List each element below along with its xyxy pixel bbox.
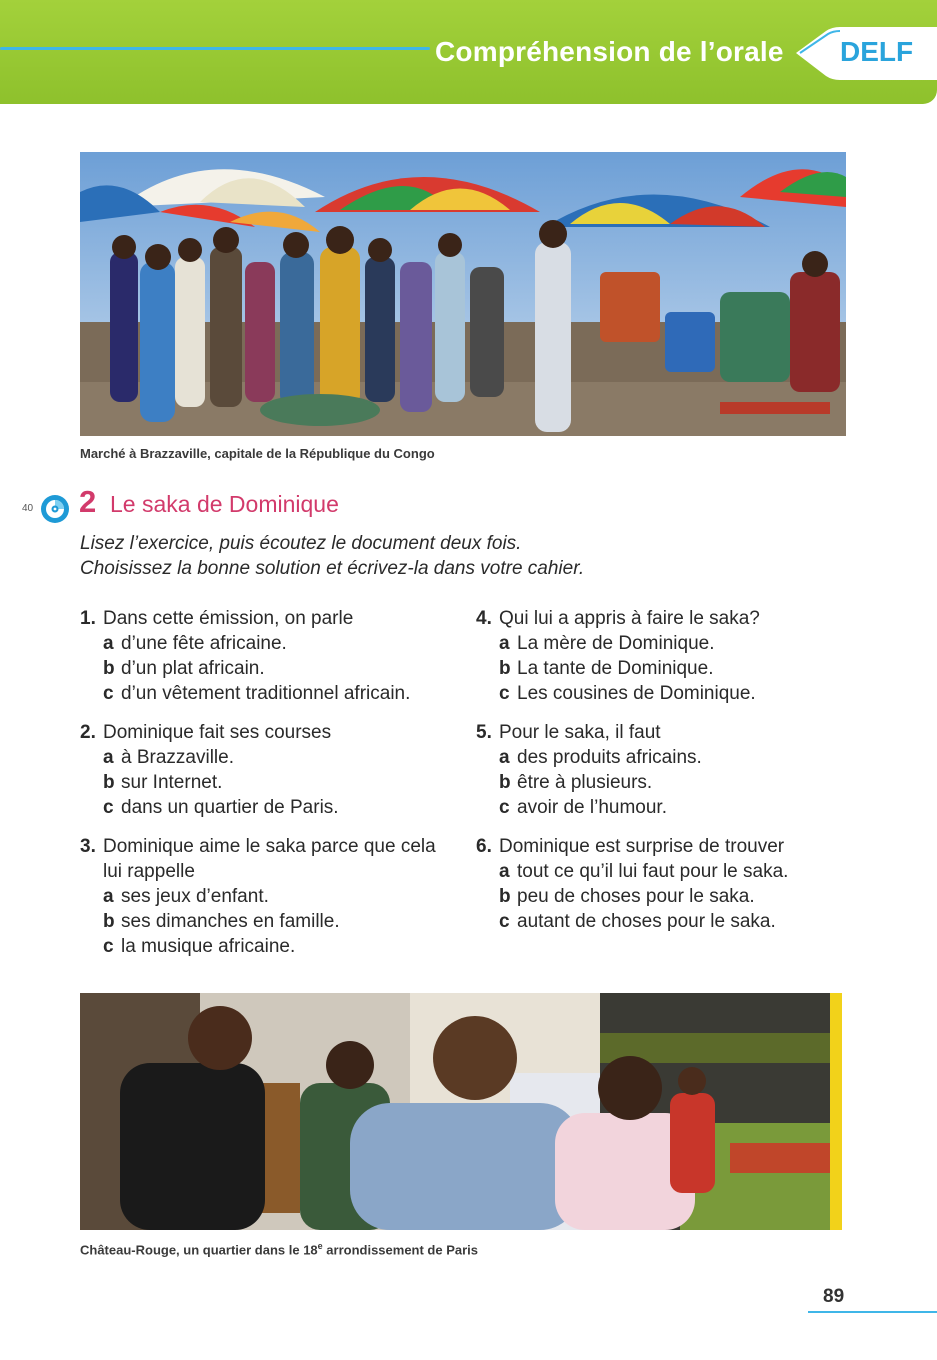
option-text: Les cousines de Dominique. [517, 683, 756, 704]
question-number: 5. [476, 722, 492, 743]
question-4 [476, 606, 876, 706]
option-text: ses dimanches en famille. [121, 911, 340, 932]
option-text: ses jeux d’enfant. [121, 886, 269, 907]
answer-option [476, 770, 876, 795]
option-letter: c [499, 683, 510, 704]
option-text: autant de choses pour le saka. [517, 911, 776, 932]
option-text: peu de choses pour le saka. [517, 886, 755, 907]
answer-option [80, 934, 480, 959]
question-number: 1. [80, 608, 96, 629]
answer-option [80, 681, 480, 706]
option-letter: a [103, 886, 114, 907]
header-rule [0, 47, 430, 50]
answer-option [80, 795, 480, 820]
question-text: Dominique est surprise de trouver [499, 836, 785, 857]
answer-option [476, 884, 876, 909]
option-text: des produits africains. [517, 747, 702, 768]
exercise-number: 2 [79, 484, 97, 519]
option-text: tout ce qu’il lui faut pour le saka. [517, 861, 789, 882]
answer-option [80, 884, 480, 909]
question-3 [80, 834, 480, 959]
question-number: 2. [80, 722, 96, 743]
option-letter: c [103, 797, 114, 818]
answer-option [476, 681, 876, 706]
option-letter: a [103, 747, 114, 768]
market-photo-caption: Marché à Brazzaville, capitale de la République du Congo [80, 446, 435, 461]
option-text: dans un quartier de Paris. [121, 797, 339, 818]
option-letter: c [103, 683, 114, 704]
delf-badge-label: DELF [840, 36, 914, 67]
caption-text: Château-Rouge, un quartier dans le 18 [80, 1242, 318, 1258]
caption-superscript: e [317, 1241, 323, 1251]
answer-option [80, 770, 480, 795]
question-1 [80, 606, 480, 706]
option-letter: b [103, 911, 115, 932]
option-text: d’un plat africain. [121, 658, 265, 679]
question-6 [476, 834, 876, 934]
option-letter: c [499, 797, 510, 818]
page-number: 89 [823, 1286, 845, 1307]
questions-right-column [476, 606, 876, 948]
question-2 [80, 720, 480, 820]
option-letter: a [499, 633, 510, 654]
question-number: 6. [476, 836, 492, 857]
option-text: La mère de Dominique. [517, 633, 715, 654]
option-letter: b [103, 772, 115, 793]
answer-option [476, 795, 876, 820]
option-text: sur Internet. [121, 772, 223, 793]
option-letter: c [499, 911, 510, 932]
answer-option [476, 859, 876, 884]
option-letter: a [103, 633, 114, 654]
option-text: être à plusieurs. [517, 772, 653, 793]
question-number: 4. [476, 608, 492, 629]
option-letter: b [499, 658, 511, 679]
cd-audio-icon[interactable] [40, 494, 70, 524]
option-text: la musique africaine. [121, 936, 296, 957]
option-letter: b [499, 886, 511, 907]
option-text: à Brazzaville. [121, 747, 234, 768]
question-text: Dans cette émission, on parle [103, 608, 354, 629]
option-letter: a [499, 747, 510, 768]
option-text: avoir de l’humour. [517, 797, 667, 818]
question-text: Dominique aime le saka parce que cela lui rappelle [103, 836, 436, 882]
audio-track-number: 40 [22, 503, 34, 514]
exercise-instructions [80, 531, 584, 581]
street-photo-caption [80, 1241, 478, 1257]
option-letter: b [499, 772, 511, 793]
answer-option [80, 656, 480, 681]
option-text: d’un vêtement traditionnel africain. [121, 683, 411, 704]
answer-option [80, 909, 480, 934]
instruction-line: Lisez l’exercice, puis écoutez le document deux fois. [80, 533, 522, 554]
option-text: d’une fête africaine. [121, 633, 287, 654]
question-text: Qui lui a appris à faire le saka? [499, 608, 760, 629]
question-5 [476, 720, 876, 820]
option-letter: b [103, 658, 115, 679]
question-text: Pour le saka, il faut [499, 722, 661, 743]
option-letter: c [103, 936, 114, 957]
answer-option [476, 631, 876, 656]
exercise-title: Le saka de Dominique [110, 491, 339, 517]
market-photo [80, 152, 846, 436]
instruction-line: Choisissez la bonne solution et écrivez-la dans votre cahier. [80, 558, 585, 579]
question-number: 3. [80, 836, 96, 857]
street-photo [80, 993, 842, 1230]
section-title: Compréhension de l’orale [435, 36, 784, 67]
answer-option [476, 909, 876, 934]
option-letter: a [499, 861, 510, 882]
answer-option [80, 631, 480, 656]
question-text: Dominique fait ses courses [103, 722, 332, 743]
questions-left-column [80, 606, 480, 973]
header-band [0, 0, 937, 104]
page-number-rule [808, 1311, 937, 1313]
answer-option [476, 656, 876, 681]
option-text: La tante de Dominique. [517, 658, 714, 679]
answer-option [80, 745, 480, 770]
caption-text: arrondissement de Paris [322, 1242, 479, 1258]
answer-option [476, 745, 876, 770]
